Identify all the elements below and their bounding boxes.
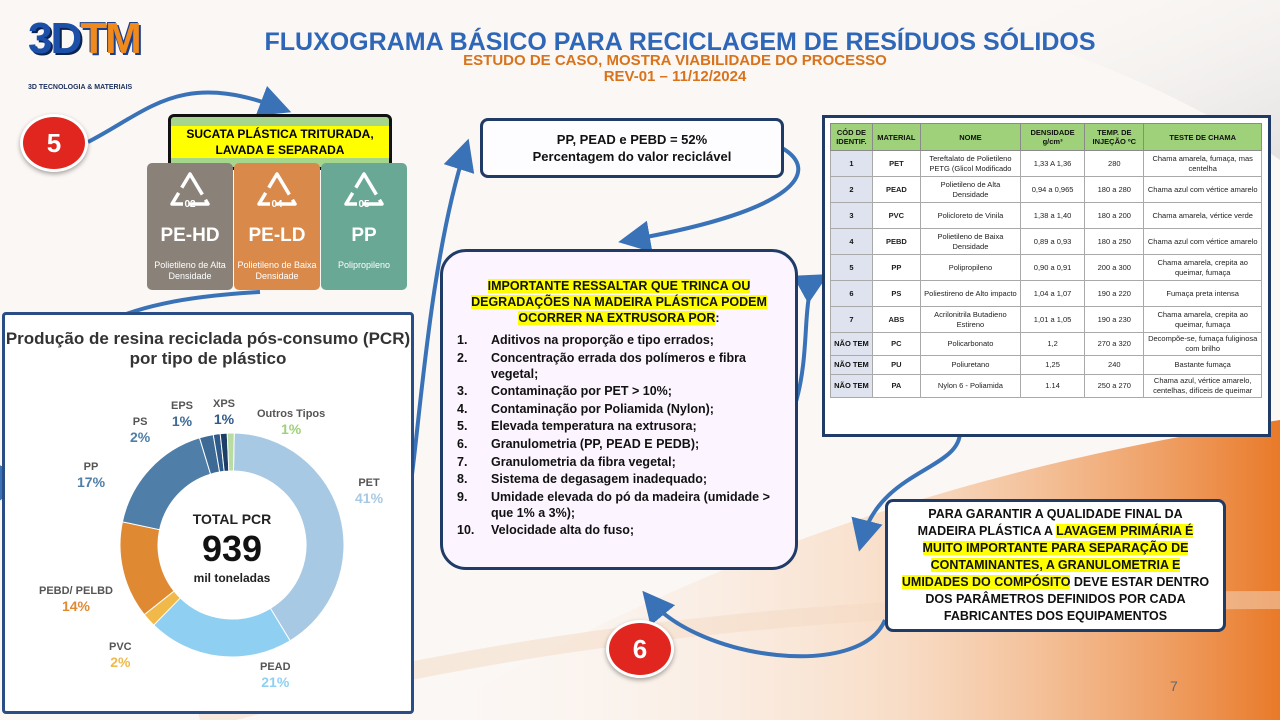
extrusion-issue-number: 4. bbox=[457, 401, 468, 416]
materials-table-cell: Polipropileno bbox=[920, 255, 1020, 281]
materials-table-header bbox=[831, 124, 1262, 151]
materials-header-cell: DENSIDADE g/cm³ bbox=[1020, 124, 1084, 151]
pcr-label-percent: 2% bbox=[110, 654, 131, 670]
materials-table-cell: NÃO TEM bbox=[831, 356, 873, 375]
extrusion-issue-item bbox=[457, 436, 783, 452]
extrusion-issue-text: Aditivos na proporção e tipo errados; bbox=[491, 333, 714, 347]
pcr-label-name: PVC bbox=[109, 641, 132, 653]
materials-table-cell: 1 bbox=[831, 151, 873, 177]
materials-table-cell: Poliuretano bbox=[920, 356, 1020, 375]
pcr-chart-card bbox=[2, 312, 414, 714]
quality-note-part3: DEVE ESTAR DENTRO DOS PARÂMETROS DEFINIDOS POR CADA FABRICANTES DOS EQUIPAMENTOS bbox=[925, 575, 1210, 623]
extrusion-issue-number: 8. bbox=[457, 472, 468, 487]
recyclable-percent-line1: PP, PEAD e PEBD = 52% bbox=[556, 132, 708, 147]
materials-table-cell: Policarbonato bbox=[920, 333, 1020, 356]
materials-table-cell: Polietileno de Baixa Densidade bbox=[920, 229, 1020, 255]
pcr-label-pead bbox=[260, 661, 291, 690]
pcr-label-name: PEAD bbox=[260, 661, 291, 673]
materials-table-card bbox=[822, 115, 1271, 437]
pcr-label-percent: 2% bbox=[130, 429, 151, 445]
materials-table-cell: 3 bbox=[831, 203, 873, 229]
recycle-tile-code: PE-LD bbox=[248, 225, 306, 246]
extrusion-issue-number: 5. bbox=[457, 419, 468, 434]
materials-table-cell: Chama amarela, crepita ao queimar, fumaça bbox=[1144, 307, 1262, 333]
recycle-tile-number: 04 bbox=[271, 199, 283, 210]
materials-table-cell: 180 a 280 bbox=[1085, 177, 1144, 203]
recycle-tile-description: Polipropileno bbox=[337, 260, 391, 270]
recyclable-percent-box bbox=[480, 118, 784, 178]
materials-table-cell: 200 a 300 bbox=[1085, 255, 1144, 281]
extrusion-issue-item bbox=[457, 489, 783, 521]
pcr-label-percent: 41% bbox=[355, 490, 384, 506]
extrusion-issue-text: Granulometria (PP, PEAD E PEDB); bbox=[491, 436, 700, 451]
materials-table-cell: 250 a 270 bbox=[1085, 375, 1144, 398]
extrusion-issue-number: 3. bbox=[457, 384, 468, 399]
extrusion-issue-number: 7. bbox=[457, 454, 468, 469]
pcr-label-name: XPS bbox=[213, 398, 236, 410]
materials-table-row bbox=[831, 203, 1262, 229]
materials-table-row bbox=[831, 255, 1262, 281]
extrusion-issue-number: 6. bbox=[457, 436, 468, 451]
extrusion-issue-item bbox=[457, 383, 783, 399]
materials-table-cell: Nylon 6 - Poliamida bbox=[920, 375, 1020, 398]
extrusion-issue-text: Concentração errada dos polímeros e fibra vegetal; bbox=[491, 350, 746, 381]
recycle-tile-pe-hd bbox=[147, 163, 233, 290]
materials-table-cell: Chama amarela, vértice verde bbox=[1144, 203, 1262, 229]
pcr-label-percent: 1% bbox=[213, 411, 235, 427]
materials-table-row bbox=[831, 229, 1262, 255]
extrusion-issue-item bbox=[457, 350, 783, 382]
materials-table-cell: 5 bbox=[831, 255, 873, 281]
materials-table-cell: 7 bbox=[831, 307, 873, 333]
recycle-tile-number: 02 bbox=[184, 199, 196, 210]
materials-table-cell: Chama amarela, crepita ao queimar, fumaça bbox=[1144, 255, 1262, 281]
materials-table-cell: 0,90 a 0,91 bbox=[1020, 255, 1084, 281]
quality-note-highlight: LAVAGEM PRIMÁRIA É MUITO IMPORTANTE PARA SEPARAÇÃO DE CONTAMINANTES, A GRANULOMETRIA E UMIDADES DO COMPÓSITO bbox=[901, 524, 1194, 589]
pcr-slice-outros-tipos bbox=[227, 433, 234, 471]
quality-note-part1: PARA GARANTIR A QUALIDADE FINAL DA MADEIRA PLÁSTICA A bbox=[917, 507, 1183, 538]
materials-table-cell: 4 bbox=[831, 229, 873, 255]
pcr-label-name: PP bbox=[83, 461, 99, 473]
materials-table-cell: 2 bbox=[831, 177, 873, 203]
materials-table-cell: 6 bbox=[831, 281, 873, 307]
materials-table-cell: Poliestireno de Alto impacto bbox=[920, 281, 1020, 307]
materials-header-cell: TEMP. DE INJEÇÃO ºC bbox=[1085, 124, 1144, 151]
materials-table-cell: PET bbox=[872, 151, 920, 177]
materials-header-cell: NOME bbox=[920, 124, 1020, 151]
extrusion-issues-heading-colon: : bbox=[715, 311, 720, 325]
pcr-slice-pead bbox=[154, 598, 290, 657]
materials-table-cell: Bastante fumaça bbox=[1144, 356, 1262, 375]
materials-table-cell: Polietileno de Alta Densidade bbox=[920, 177, 1020, 203]
pcr-label-xps bbox=[213, 398, 235, 427]
pcr-label-name: EPS bbox=[171, 400, 194, 412]
pcr-label-outros-tipos bbox=[257, 408, 325, 437]
materials-table-row bbox=[831, 151, 1262, 177]
page-subtitle bbox=[300, 53, 1050, 85]
recycle-tile-number: 05 bbox=[358, 199, 370, 210]
materials-table-cell: 190 a 230 bbox=[1085, 307, 1144, 333]
materials-table-cell: ABS bbox=[872, 307, 920, 333]
materials-table-cell: NÃO TEM bbox=[831, 333, 873, 356]
materials-header-cell: MATERIAL bbox=[872, 124, 920, 151]
pcr-label-name: PEBD/ PELBD bbox=[39, 585, 113, 597]
materials-table-cell: 1.14 bbox=[1020, 375, 1084, 398]
logo-tm: TM bbox=[80, 14, 140, 63]
pcr-chart-title: Produção de resina reciclada pós-consumo (PCR) por tipo de plástico bbox=[5, 329, 411, 368]
scrap-callout-text: SUCATA PLÁSTICA TRITURADA, LAVADA E SEPARADA bbox=[171, 126, 389, 158]
pcr-total-unit: mil toneladas bbox=[193, 571, 271, 585]
materials-table-row bbox=[831, 281, 1262, 307]
extrusion-issue-number: 1. bbox=[457, 333, 468, 347]
materials-header-cell: TESTE DE CHAMA bbox=[1144, 124, 1262, 151]
materials-table-cell: 1,33 A 1,36 bbox=[1020, 151, 1084, 177]
company-logo bbox=[28, 14, 168, 94]
pcr-label-percent: 14% bbox=[61, 598, 90, 614]
materials-table-cell: 0,89 a 0,93 bbox=[1020, 229, 1084, 255]
recycle-tile-description: Polietileno de Alta Densidade bbox=[154, 260, 226, 281]
materials-table-cell: 180 a 200 bbox=[1085, 203, 1144, 229]
materials-table-cell: Policloreto de Vinila bbox=[920, 203, 1020, 229]
recycle-tile-code: PP bbox=[351, 225, 377, 246]
extrusion-issues-heading bbox=[457, 278, 781, 326]
pcr-label-percent: 1% bbox=[281, 421, 302, 437]
subtitle-case-study: ESTUDO DE CASO, MOSTRA VIABILIDADE DO PROCESSO bbox=[463, 52, 887, 69]
materials-table-cell: Chama amarela, fumaça, mas centelha bbox=[1144, 151, 1262, 177]
materials-table-row bbox=[831, 375, 1262, 398]
materials-table-cell: PA bbox=[872, 375, 920, 398]
materials-table-row bbox=[831, 333, 1262, 356]
quality-note-box bbox=[885, 499, 1226, 632]
materials-table-cell: 1,2 bbox=[1020, 333, 1084, 356]
recycle-tile-pp bbox=[321, 163, 407, 290]
extrusion-issues-heading-highlight: IMPORTANTE RESSALTAR QUE TRINCA OU DEGRADAÇÕES NA MADEIRA PLÁSTICA PODEM OCORRER NA EXTRUSORA POR bbox=[471, 279, 767, 325]
materials-table-cell: PP bbox=[872, 255, 920, 281]
materials-table-cell: PVC bbox=[872, 203, 920, 229]
materials-table-body bbox=[831, 151, 1262, 398]
extrusion-issue-text: Sistema de degasagem inadequado; bbox=[491, 472, 708, 487]
extrusion-issue-number: 10. bbox=[457, 523, 475, 538]
pcr-label-pvc bbox=[109, 641, 132, 670]
extrusion-issue-number: 9. bbox=[457, 489, 468, 504]
extrusion-issues-list bbox=[457, 332, 783, 540]
recyclable-percent-line2: Percentagem do valor reciclável bbox=[532, 149, 732, 164]
pcr-total-label: TOTAL PCR bbox=[192, 511, 272, 527]
extrusion-issue-text: Granulometria da fibra vegetal; bbox=[491, 454, 676, 469]
materials-table-cell: 1,04 a 1,07 bbox=[1020, 281, 1084, 307]
materials-table-cell: PU bbox=[872, 356, 920, 375]
scrap-callout bbox=[168, 114, 392, 170]
materials-table-cell: 270 a 320 bbox=[1085, 333, 1144, 356]
extrusion-issue-item bbox=[457, 332, 783, 348]
recycle-tile-pe-ld bbox=[234, 163, 320, 290]
logo-mark: 3DTM bbox=[28, 14, 140, 63]
subtitle-revision: REV-01 – 11/12/2024 bbox=[603, 68, 747, 85]
extrusion-issue-number: 2. bbox=[457, 350, 468, 365]
pcr-label-ps bbox=[130, 416, 150, 445]
recycle-tile-description: Polietileno de Baixa Densidade bbox=[237, 260, 317, 281]
pcr-label-eps bbox=[171, 400, 193, 429]
extrusion-issue-text: Contaminação por PET > 10%; bbox=[491, 384, 672, 399]
page-title: FLUXOGRAMA BÁSICO PARA RECICLAGEM DE RESÍDUOS SÓLIDOS bbox=[264, 28, 1096, 56]
quality-note-text bbox=[898, 506, 1213, 625]
materials-table-cell: 280 bbox=[1085, 151, 1144, 177]
pcr-donut-chart bbox=[5, 315, 405, 705]
page-number: 7 bbox=[1170, 678, 1178, 694]
materials-table-cell: Tereftalato de Polietileno PETG (Glicol Modificado bbox=[920, 151, 1020, 177]
extrusion-issue-text: Elevada temperatura na extrusora; bbox=[491, 419, 697, 434]
pcr-label-name: Outros Tipos bbox=[257, 408, 326, 420]
extrusion-issue-item bbox=[457, 522, 783, 538]
materials-table-cell: 1,25 bbox=[1020, 356, 1084, 375]
materials-table-cell: NÃO TEM bbox=[831, 375, 873, 398]
materials-table-cell: Decompõe-se, fumaça fuliginosa com brilho bbox=[1144, 333, 1262, 356]
materials-table-cell: 0,94 a 0,965 bbox=[1020, 177, 1084, 203]
extrusion-issue-item bbox=[457, 471, 783, 487]
extrusion-issue-text: Umidade elevada do pó da madeira (umidade > que 1% a 3%); bbox=[491, 489, 770, 520]
materials-header-cell: CÓD DE IDENTIF. bbox=[831, 124, 873, 151]
materials-table-cell: 180 a 250 bbox=[1085, 229, 1144, 255]
extrusion-issue-item bbox=[457, 418, 783, 434]
materials-table-row bbox=[831, 177, 1262, 203]
materials-table-cell: 240 bbox=[1085, 356, 1144, 375]
pcr-label-pet bbox=[355, 477, 383, 506]
materials-table-cell: Acrilonitrila Butadieno Estireno bbox=[920, 307, 1020, 333]
materials-table-cell: Chama azul com vértice amarelo bbox=[1144, 229, 1262, 255]
step-5-badge: 5 bbox=[20, 114, 88, 172]
pcr-label-percent: 21% bbox=[261, 674, 290, 690]
materials-table-cell: Chama azul, vértice amarelo, centelhas, difíceis de queimar bbox=[1144, 375, 1262, 398]
extrusion-issue-text: Contaminação por Poliamida (Nylon); bbox=[491, 401, 714, 416]
pcr-label-pebd-pelbd bbox=[39, 585, 113, 614]
materials-table-cell: 1,38 a 1,40 bbox=[1020, 203, 1084, 229]
materials-table-cell: 1,01 a 1,05 bbox=[1020, 307, 1084, 333]
materials-table-row bbox=[831, 307, 1262, 333]
pcr-label-percent: 1% bbox=[171, 413, 193, 429]
extrusion-issues-box bbox=[440, 249, 798, 570]
extrusion-issue-item bbox=[457, 454, 783, 470]
pcr-label-name: PS bbox=[132, 416, 148, 428]
materials-table-cell: Chama azul com vértice amarelo bbox=[1144, 177, 1262, 203]
materials-table-cell: PEAD bbox=[872, 177, 920, 203]
materials-table-cell: PC bbox=[872, 333, 920, 356]
extrusion-issue-text: Velocidade alta do fuso; bbox=[491, 523, 635, 538]
materials-table-cell: PS bbox=[872, 281, 920, 307]
pcr-total bbox=[167, 511, 297, 585]
pcr-label-percent: 17% bbox=[77, 474, 106, 490]
recycle-tile-code: PE-HD bbox=[160, 225, 220, 246]
extrusion-issue-item bbox=[457, 401, 783, 417]
pcr-label-pp bbox=[77, 461, 105, 490]
materials-table bbox=[830, 123, 1262, 398]
pcr-label-name: PET bbox=[358, 477, 380, 489]
logo-subtitle: 3D TECNOLOGIA & MATERIAIS bbox=[28, 84, 133, 91]
materials-table-cell: Fumaça preta intensa bbox=[1144, 281, 1262, 307]
step-6-badge: 6 bbox=[606, 620, 674, 678]
materials-table-row bbox=[831, 356, 1262, 375]
materials-table-cell: 190 a 220 bbox=[1085, 281, 1144, 307]
pcr-total-value: 939 bbox=[201, 528, 263, 569]
materials-table-cell: PEBD bbox=[872, 229, 920, 255]
